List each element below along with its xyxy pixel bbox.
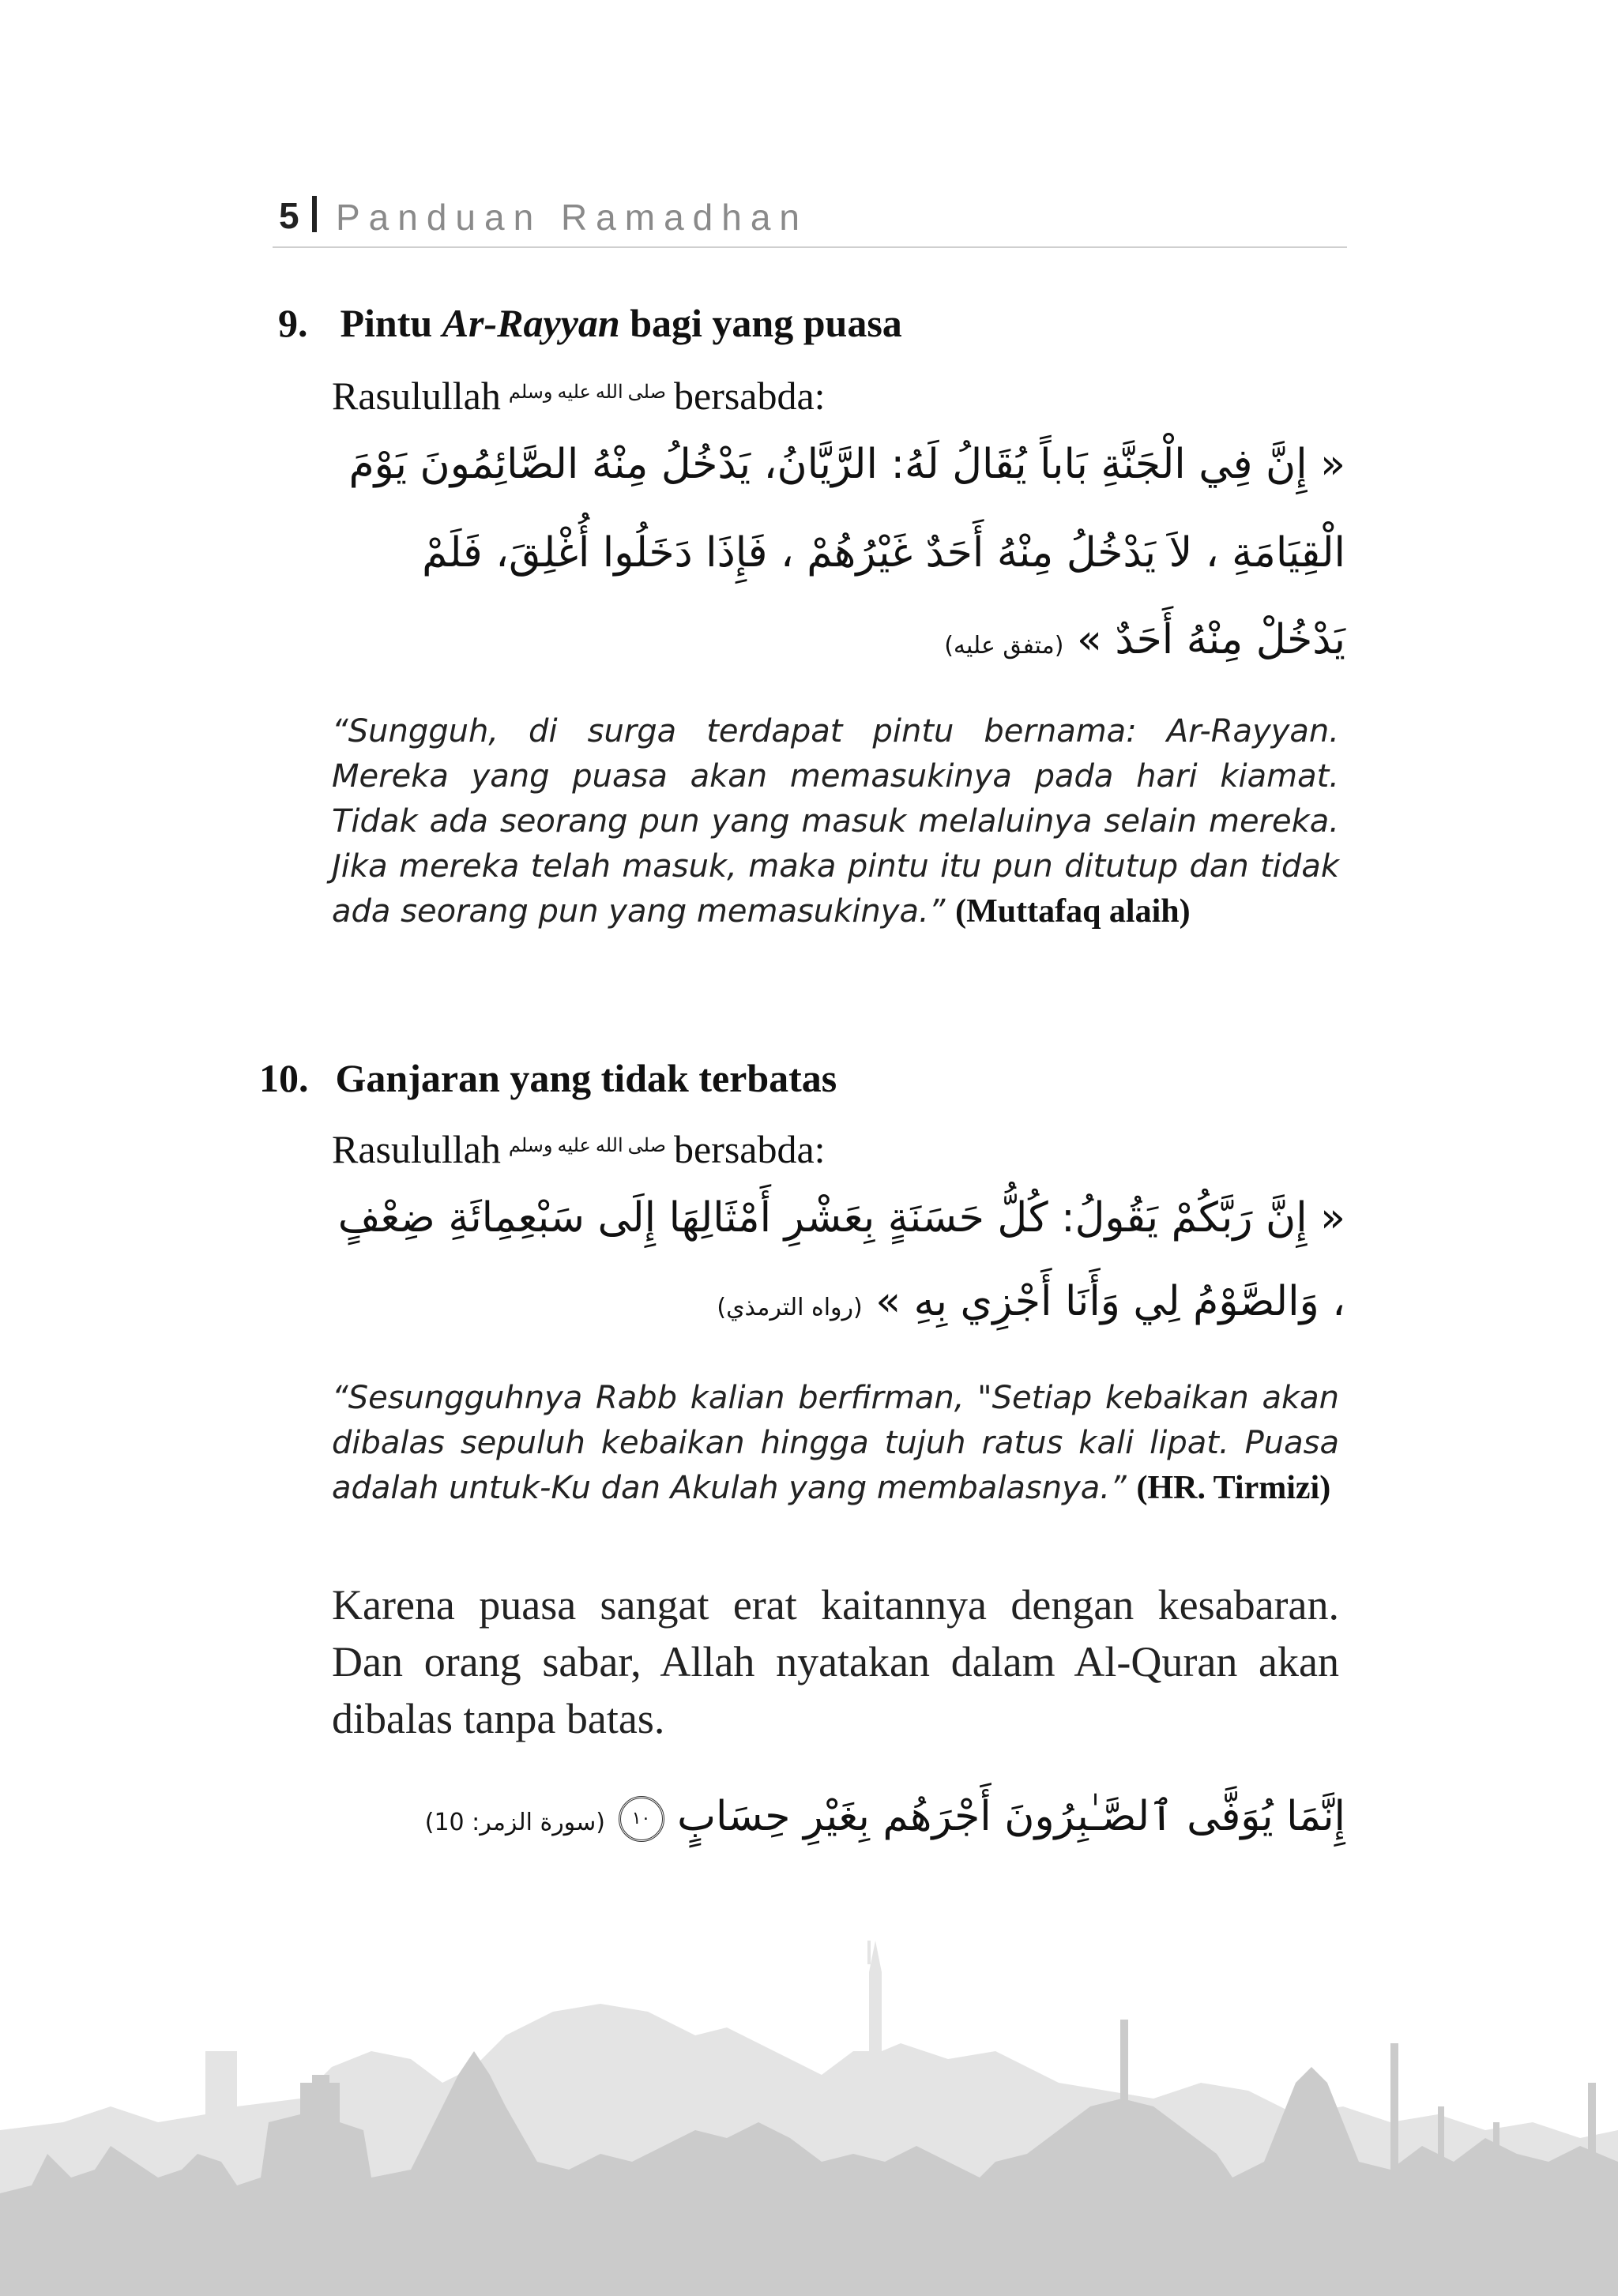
hadith-text: يَدْخُلْ مِنْهُ أَحَدٌ » — [1076, 616, 1345, 663]
hadith-source: (متفق عليه) — [944, 632, 1064, 659]
body-paragraph: Karena puasa sangat erat kaitannya dengan kesabaran. Dan orang sabar, Allah nyatakan dalam Al-Quran akan dibalas tanpa batas. — [332, 1581, 1339, 1742]
intro-text: Rasulullah — [332, 1127, 501, 1171]
intro-text: bersabda: — [674, 374, 826, 418]
heading-text: Ganjaran yang tidak terbatas — [335, 1056, 837, 1100]
mosque-skyline-illustration — [0, 1925, 1618, 2296]
page-number: 5 — [279, 195, 299, 236]
section-10-intro — [332, 1126, 826, 1172]
heading-text: Pintu — [340, 301, 433, 345]
hadith-reference: (HR. Tirmizi) — [1136, 1470, 1331, 1506]
section-9-translation — [332, 709, 1339, 934]
hadith-line: « إِنَّ فِي الْجَنَّةِ بَاباً يُقَالُ لَهُ: الرَّيَّانُ، يَدْخُلُ مِنْهُ الصَّائِمُونَ يَوْمَ — [348, 441, 1345, 488]
intro-text: Rasulullah — [332, 374, 501, 418]
section-9-intro — [332, 373, 826, 419]
verse-end-marker: ١٠ — [619, 1796, 664, 1842]
book-title: Panduan Ramadhan — [336, 197, 808, 238]
header-divider — [312, 196, 317, 232]
hadith-source: (رواه الترمذي) — [717, 1294, 863, 1321]
translation-text: “Sesungguhnya Rabb kalian berfirman, "Setiap kebaikan akan dibalas sepuluh kebaikan hingga tujuh ratus kali lipat. Puasa adalah untuk-Ku dan Akulah yang membalasnya.” — [332, 1380, 1339, 1506]
section-10-heading — [259, 1055, 837, 1101]
translation-text: “Sungguh, di surga terdapat pintu bernama: Ar-Rayyan. Mereka yang puasa akan memasukinya pada hari kiamat. Tidak ada seorang pun yang masuk melaluinya selain mereka. Jika mereka telah masuk, maka pintu itu pun ditutup dan tidak ada seorang pun yang memasukinya.” — [332, 713, 1339, 930]
salawat-glyph: صلى الله عليه وسلم — [508, 1136, 666, 1156]
section-10-translation — [332, 1376, 1339, 1511]
hadith-line: « إِنَّ رَبَّكُمْ يَقُولُ: كُلُّ حَسَنَةٍ بِعَشْرِ أَمْثَالِهَا إِلَى سَبْعِمِائَةِ ضِعْفٍ — [337, 1194, 1345, 1242]
intro-text: bersabda: — [674, 1127, 826, 1171]
hadith-reference: (Muttafaq alaih) — [955, 893, 1191, 930]
section-number: 10. — [259, 1056, 309, 1100]
heading-italic: Ar-Rayyan — [442, 301, 620, 345]
hadith-line-last — [944, 616, 1345, 663]
page-header — [273, 190, 1347, 248]
hadith-text: ، وَالصَّوْمُ لِي وَأَنَا أَجْزِي بِهِ » — [875, 1278, 1345, 1325]
quran-verse-line — [425, 1793, 1345, 1842]
heading-text: bagi yang puasa — [630, 301, 902, 345]
quran-source: (سورة الزمر: 10) — [424, 1809, 606, 1836]
quran-verse: إِنَّمَا يُوَفَّى ٱلصَّـٰبِرُونَ أَجْرَهُم بِغَيْرِ حِسَابٍ — [677, 1793, 1345, 1840]
hadith-line: الْقِيَامَةِ ، لاَ يَدْخُلُ مِنْهُ أَحَدٌ غَيْرُهُمْ ، فَإِذَا دَخَلُوا أُغْلِقَ، فَلَمْ — [422, 529, 1345, 577]
hadith-line-last — [717, 1278, 1345, 1325]
section-9-heading — [278, 300, 902, 346]
salawat-glyph: صلى الله عليه وسلم — [508, 382, 666, 403]
section-number: 9. — [278, 301, 308, 345]
